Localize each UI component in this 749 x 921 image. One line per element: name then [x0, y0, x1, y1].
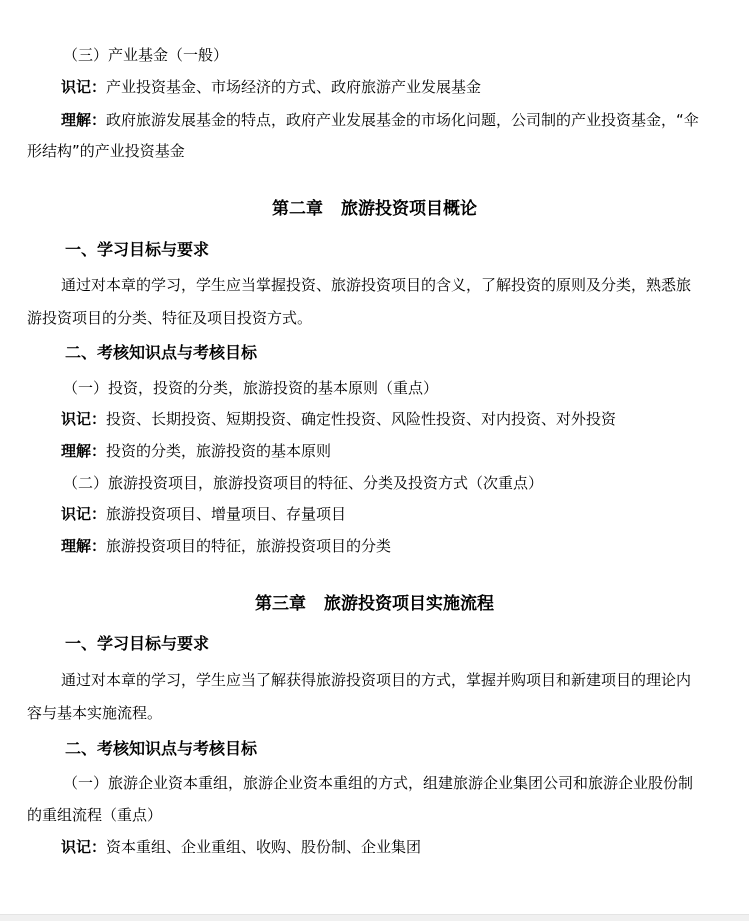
- subsection-heading-industry-fund: （三）产业基金（一般）: [63, 46, 229, 64]
- identify-label: 识记：: [61, 78, 107, 96]
- understand-label: 理解：: [61, 442, 107, 460]
- identify-text: 资本重组、企业重组、收购、股份制、企业集团: [106, 838, 422, 856]
- chapter-2-number: 第二章: [272, 199, 323, 219]
- chapter-2-section-1-line1: 通过对本章的学习，学生应当掌握投资、旅游投资项目的含义，了解投资的原则及分类，熟悉旅: [61, 276, 692, 294]
- understand-text: 旅游投资项目的特征，旅游投资项目的分类: [106, 537, 392, 555]
- chapter-3-sub1-identify: [61, 837, 421, 857]
- understand-text: 政府旅游发展基金的特点，政府产业发展基金的市场化问题，公司制的产业投资基金，“伞: [106, 111, 699, 129]
- identify-label: 识记：: [61, 505, 107, 523]
- chapter-2-sub2-heading: （二）旅游投资项目，旅游投资项目的特征、分类及投资方式（次重点）: [63, 474, 544, 492]
- understand-paragraph-line1: [61, 110, 699, 130]
- identify-text: 投资、长期投资、短期投资、确定性投资、风险性投资、对内投资、对外投资: [106, 410, 617, 428]
- identify-paragraph: [61, 77, 481, 97]
- chapter-2-section-2-heading: 二、考核知识点与考核目标: [65, 343, 258, 362]
- chapter-3-name: 旅游投资项目实施流程: [324, 594, 494, 614]
- chapter-3-sub1-heading-line1: （一）旅游企业资本重组，旅游企业资本重组的方式，组建旅游企业集团公司和旅游企业股份制: [63, 774, 694, 792]
- chapter-2-sub1-heading: （一）投资，投资的分类，旅游投资的基本原则（重点）: [63, 379, 439, 397]
- identify-text: 产业投资基金、市场经济的方式、政府旅游产业发展基金: [106, 78, 482, 96]
- chapter-2-sub1-understand: [61, 441, 331, 461]
- chapter-2-sub2-identify: [61, 504, 346, 524]
- chapter-3-sub1-heading-line2: 的重组流程（重点）: [27, 806, 163, 824]
- understand-label: 理解：: [61, 111, 107, 129]
- identify-label: 识记：: [61, 838, 107, 856]
- chapter-2-name: 旅游投资项目概论: [341, 199, 477, 219]
- chapter-3-section-1-heading: 一、学习目标与要求: [65, 634, 210, 653]
- chapter-2-section-1-heading: 一、学习目标与要求: [65, 240, 210, 259]
- identify-label: 识记：: [61, 410, 107, 428]
- identify-text: 旅游投资项目、增量项目、存量项目: [106, 505, 347, 523]
- chapter-2-section-1-line2: 游投资项目的分类、特征及项目投资方式。: [27, 309, 313, 327]
- chapter-3-number: 第三章: [255, 594, 306, 614]
- chapter-3-title: [0, 593, 749, 615]
- understand-paragraph-line2: 形结构”的产业投资基金: [27, 142, 185, 160]
- chapter-2-sub1-identify: [61, 409, 616, 429]
- chapter-2-title: [0, 198, 749, 220]
- chapter-2-sub2-understand: [61, 536, 391, 556]
- chapter-3-section-2-heading: 二、考核知识点与考核目标: [65, 739, 258, 758]
- chapter-3-section-1-line2: 容与基本实施流程。: [27, 704, 163, 722]
- chapter-3-section-1-line1: 通过对本章的学习，学生应当了解获得旅游投资项目的方式，掌握并购项目和新建项目的理论内: [61, 671, 692, 689]
- understand-label: 理解：: [61, 537, 107, 555]
- understand-text: 投资的分类，旅游投资的基本原则: [106, 442, 332, 460]
